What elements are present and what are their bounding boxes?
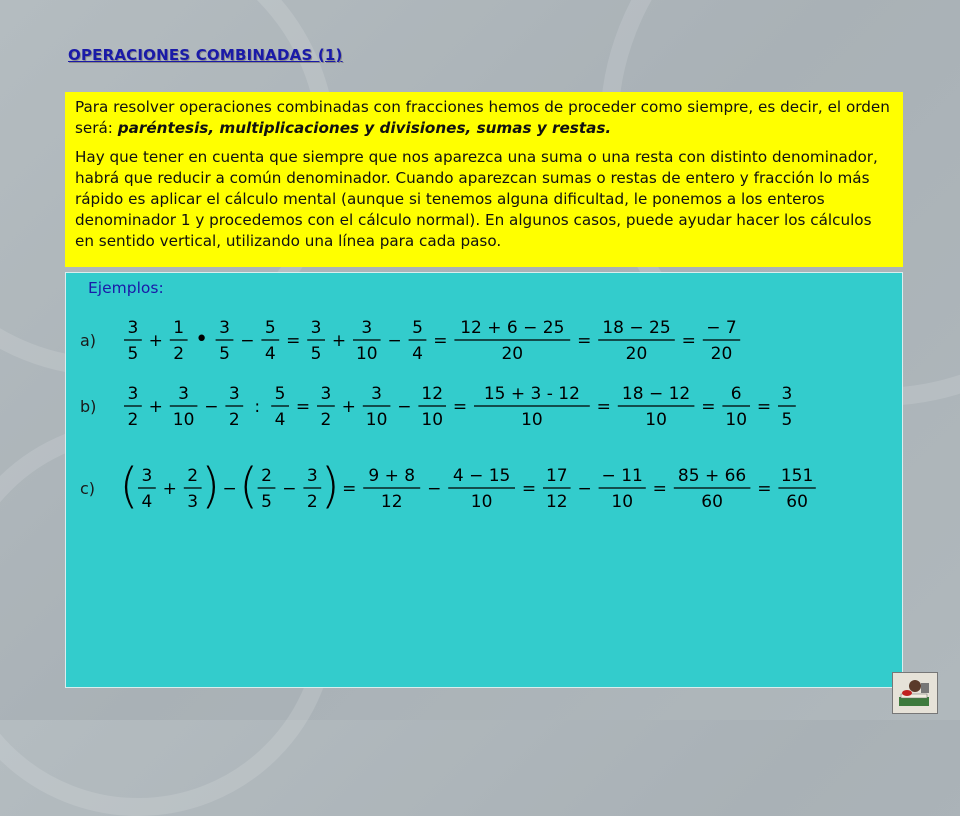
fraction-denominator: 60 bbox=[786, 492, 808, 512]
fraction-numerator: 6 bbox=[730, 384, 742, 404]
equals-sign: = bbox=[452, 397, 468, 417]
intro-paragraph-2: Hay que tener en cuenta que siempre que nos aparezca una suma o una resta con distinto denominador, habrá que reducir a común denominador. Cuando aparezcan sumas o restas de entero y fracción lo más rápido es aplicar el cálculo mental (aunque si tenemos alguna dificultad, le ponemos a los enteros denominador 1 y procedemos con el cálculo normal). En algunos casos, puede ayudar hacer los cálculos en sentido vertical, utilizando una línea para cada paso. bbox=[75, 148, 878, 250]
paren-open: ( bbox=[119, 458, 139, 514]
fraction-denominator: 5 bbox=[261, 492, 272, 512]
fraction-denominator: 10 bbox=[172, 410, 195, 430]
fraction-numerator: 5 bbox=[264, 318, 276, 338]
equals-sign: = bbox=[286, 331, 301, 351]
fraction-denominator: 10 bbox=[355, 344, 378, 364]
fraction-numerator: 85 + 66 bbox=[677, 466, 747, 486]
fraction-numerator: − 7 bbox=[706, 318, 737, 338]
fraction-denominator: 10 bbox=[521, 410, 543, 430]
fraction-denominator: 10 bbox=[645, 410, 667, 430]
fraction-numerator: 3 bbox=[228, 384, 240, 404]
fraction-numerator: 3 bbox=[310, 318, 322, 338]
equals-sign: = bbox=[757, 479, 772, 499]
operator: + bbox=[162, 479, 177, 499]
fraction-numerator: 3 bbox=[371, 384, 383, 404]
operator: − bbox=[282, 479, 297, 499]
book-student-icon[interactable] bbox=[892, 672, 938, 714]
examples-label: Ejemplos: bbox=[88, 279, 164, 297]
fraction-denominator: 2 bbox=[228, 410, 240, 430]
fraction-denominator: 5 bbox=[219, 344, 230, 364]
fraction-denominator: 2 bbox=[320, 410, 332, 430]
fraction-denominator: 2 bbox=[127, 410, 139, 430]
fraction-denominator: 5 bbox=[781, 410, 793, 430]
examples-math bbox=[66, 273, 902, 687]
paren-close: ) bbox=[201, 458, 220, 514]
fraction-denominator: 4 bbox=[274, 410, 286, 430]
fraction-denominator: 10 bbox=[470, 492, 493, 512]
fraction-numerator: 17 bbox=[545, 466, 568, 486]
operator: + bbox=[148, 331, 163, 351]
equals-sign: = bbox=[521, 479, 537, 499]
equals-sign: = bbox=[433, 331, 448, 351]
operator: + bbox=[148, 397, 163, 417]
fraction-denominator: 4 bbox=[412, 344, 423, 364]
fraction-numerator: 5 bbox=[274, 384, 286, 404]
operator: − bbox=[427, 479, 442, 499]
operator: + bbox=[341, 397, 356, 417]
fraction-numerator: 12 bbox=[421, 384, 444, 404]
fraction-numerator: − 11 bbox=[601, 466, 643, 486]
fraction-numerator: 2 bbox=[187, 466, 199, 486]
fraction-numerator: 3 bbox=[320, 384, 332, 404]
operator: − bbox=[577, 479, 592, 499]
examples-panel bbox=[65, 272, 903, 688]
fraction-numerator: 4 − 15 bbox=[452, 466, 511, 486]
example-label: b) bbox=[80, 397, 97, 416]
fraction-numerator: 18 − 25 bbox=[602, 318, 671, 338]
equals-sign: = bbox=[681, 331, 696, 351]
equals-sign: = bbox=[295, 397, 311, 417]
fraction-denominator: 10 bbox=[611, 492, 634, 512]
intro-box bbox=[65, 92, 903, 267]
fraction-numerator: 3 bbox=[141, 466, 153, 486]
equals-sign: = bbox=[577, 331, 592, 351]
fraction-numerator: 3 bbox=[127, 318, 139, 338]
fraction-denominator: 10 bbox=[365, 410, 388, 430]
fraction-denominator: 2 bbox=[306, 492, 318, 512]
fraction-denominator: 20 bbox=[625, 344, 648, 364]
example-label: c) bbox=[80, 479, 96, 498]
equals-sign: = bbox=[756, 397, 772, 417]
fraction-denominator: 3 bbox=[187, 492, 199, 512]
fraction-denominator: 5 bbox=[127, 344, 139, 364]
fraction-numerator: 151 bbox=[780, 466, 814, 486]
example-label: a) bbox=[80, 331, 97, 350]
fraction-numerator: 18 − 12 bbox=[621, 384, 691, 404]
fraction-denominator: 10 bbox=[421, 410, 444, 430]
paren-open: ( bbox=[239, 458, 258, 514]
operator: − bbox=[222, 479, 237, 499]
intro-paragraph-1 bbox=[75, 97, 893, 139]
fraction-denominator: 12 bbox=[380, 492, 403, 512]
fraction-numerator: 1 bbox=[173, 318, 185, 338]
equals-sign: = bbox=[652, 479, 667, 499]
intro-emphasis: paréntesis, multiplicaciones y divisiones, sumas y restas. bbox=[117, 119, 612, 137]
fraction-numerator: 9 + 8 bbox=[368, 466, 416, 486]
intro-text: Para resolver operaciones combinadas con fracciones hemos de proceder como siempre, es decir, el orden será: bbox=[75, 98, 890, 137]
fraction-numerator: 5 bbox=[412, 318, 423, 338]
paren-close: ) bbox=[320, 458, 340, 514]
fraction-numerator: 3 bbox=[361, 318, 373, 338]
fraction-denominator: 2 bbox=[173, 344, 185, 364]
fraction-denominator: 4 bbox=[141, 492, 153, 512]
fraction-denominator: 12 bbox=[545, 492, 568, 512]
fraction-numerator: 3 bbox=[781, 384, 793, 404]
operator: − bbox=[387, 331, 402, 351]
fraction-numerator: 3 bbox=[178, 384, 190, 404]
equals-sign: = bbox=[342, 479, 357, 499]
fraction-numerator: 3 bbox=[306, 466, 318, 486]
fraction-denominator: 5 bbox=[310, 344, 322, 364]
fraction-numerator: 3 bbox=[219, 318, 230, 338]
equals-sign: = bbox=[701, 397, 716, 417]
book-student-icon-graphic bbox=[893, 673, 937, 713]
fraction-denominator: 60 bbox=[701, 492, 723, 512]
multiply-operator: • bbox=[195, 327, 209, 352]
fraction-denominator: 20 bbox=[710, 344, 733, 364]
operator: − bbox=[204, 397, 219, 417]
page-title: OPERACIONES COMBINADAS (1) bbox=[68, 46, 343, 64]
divide-operator: : bbox=[254, 397, 261, 417]
fraction-numerator: 12 + 6 − 25 bbox=[460, 318, 565, 338]
operator: + bbox=[331, 331, 347, 351]
fraction-numerator: 2 bbox=[261, 466, 272, 486]
operator: − bbox=[397, 397, 412, 417]
fraction-denominator: 20 bbox=[501, 344, 524, 364]
fraction-denominator: 10 bbox=[725, 410, 748, 430]
equals-sign: = bbox=[596, 397, 611, 417]
fraction-denominator: 4 bbox=[264, 344, 276, 364]
fraction-numerator: 15 + 3 - 12 bbox=[483, 384, 580, 404]
fraction-numerator: 3 bbox=[127, 384, 139, 404]
operator: − bbox=[240, 331, 255, 351]
